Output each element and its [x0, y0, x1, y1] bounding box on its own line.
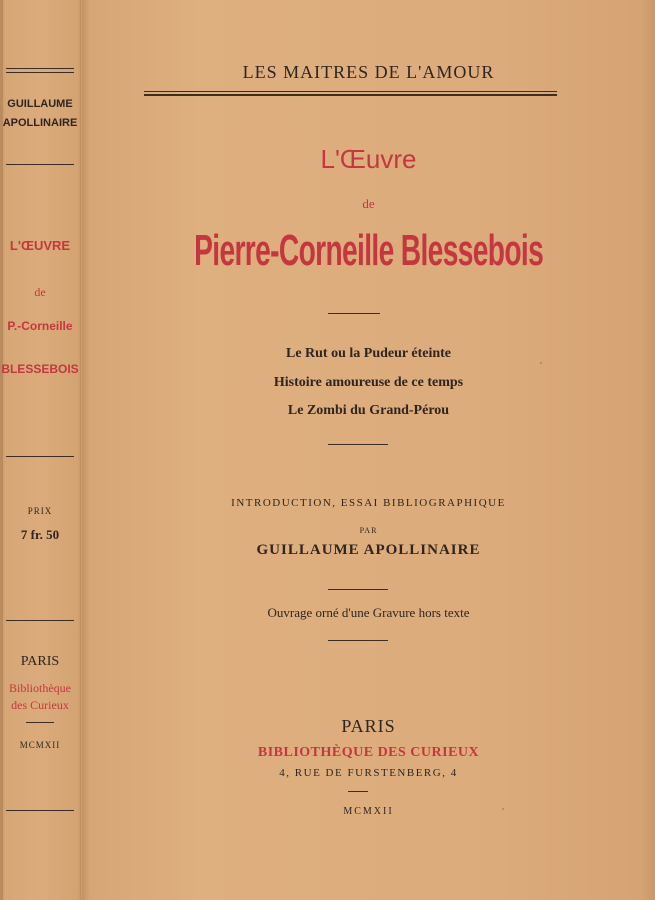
par-text: PAR: [359, 526, 378, 535]
note-rule: [328, 640, 388, 641]
work-2: Histoire amoureuse de ce temps: [273, 375, 464, 390]
editor-rule: [328, 589, 388, 590]
work-3: Le Zombi du Grand-Pérou: [287, 403, 450, 418]
spine-rule: [6, 810, 74, 811]
series-rule-bottom: [144, 94, 557, 96]
spine-author-line1: GUILLAUME: [7, 98, 73, 110]
title-line3-wrap: [82, 226, 655, 276]
spine-title-line1: L'ŒUVRE: [9, 238, 71, 253]
title-line2: de: [362, 196, 375, 211]
spine-price-label: PRIX: [27, 506, 53, 516]
address-rule: [348, 791, 368, 792]
cover-year: MCMXII: [343, 806, 394, 817]
publisher-address: 4, RUE DE FURSTENBERG, 4: [279, 767, 458, 779]
series-title: LES MAITRES DE L'AMOUR: [242, 62, 495, 82]
spine-publisher-line2: des Curieux: [11, 698, 69, 712]
spine-title-line3: P.-Corneille: [7, 319, 73, 333]
title-line1: L'Œuvre: [320, 144, 417, 174]
spine-rule: [6, 164, 74, 165]
title-line3: Pierre-Corneille Blessebois: [194, 226, 543, 275]
book-spine: [0, 0, 82, 900]
spine-title-line2: de: [34, 285, 46, 299]
paper-speck: [502, 808, 504, 810]
spine-publisher-line1: Bibliothèque: [9, 681, 71, 695]
spine-rule: [6, 620, 74, 621]
spine-rule: [6, 456, 74, 457]
front-cover: [82, 0, 655, 900]
series-rule-top: [144, 91, 557, 92]
spine-price-value: 7 fr. 50: [20, 527, 60, 542]
illustration-note: Ouvrage orné d'une Gravure hors texte: [267, 605, 470, 620]
title-rule: [328, 313, 380, 314]
works-rule: [328, 444, 388, 445]
spine-short-rule: [26, 722, 54, 723]
spine-top-rule: [6, 68, 74, 73]
spine-city: PARIS: [20, 654, 60, 669]
spine-year: MCMXII: [19, 740, 61, 750]
paper-speck: [540, 362, 542, 364]
editor-name: GUILLAUME APOLLINAIRE: [256, 542, 481, 558]
publisher-name: BIBLIOTHÈQUE DES CURIEUX: [257, 745, 480, 760]
publisher-city: PARIS: [341, 716, 396, 736]
intro-text: INTRODUCTION, ESSAI BIBLIOGRAPHIQUE: [231, 497, 506, 509]
work-1: Le Rut ou la Pudeur éteinte: [285, 346, 451, 361]
spine-title-line4: BLESSEBOIS: [1, 362, 79, 376]
spine-author-line2: APOLLINAIRE: [2, 117, 78, 129]
